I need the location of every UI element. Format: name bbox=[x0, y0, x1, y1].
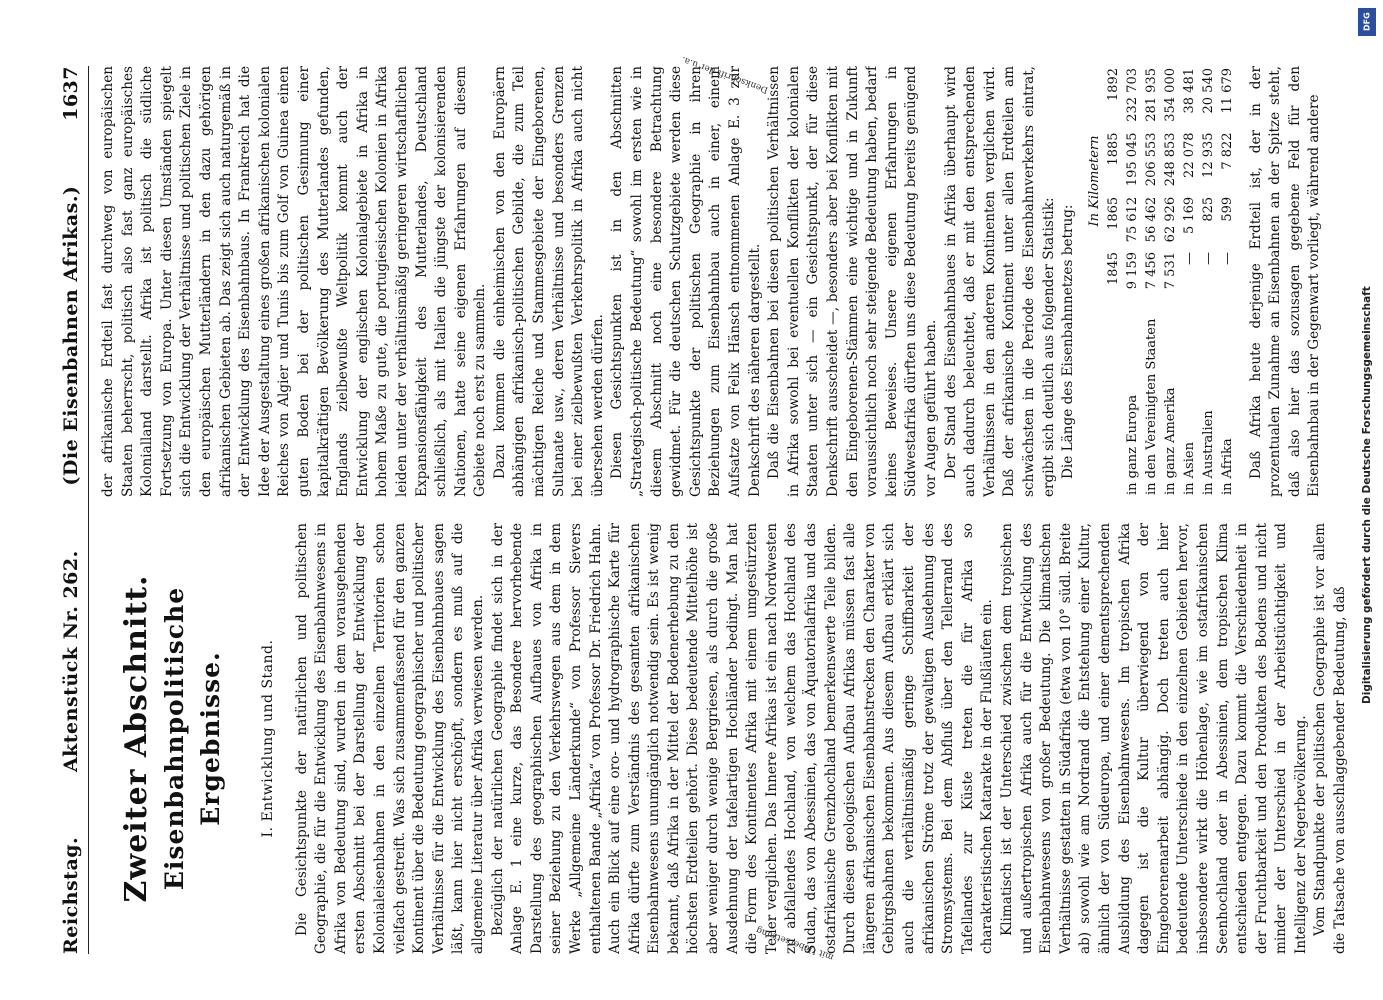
table-cell: 354 000 bbox=[1162, 68, 1178, 122]
table-cell: — bbox=[1200, 252, 1216, 265]
section-title: Zweiter Abschnitt. bbox=[119, 574, 154, 903]
table-cell: — bbox=[1181, 252, 1197, 265]
paragraph: Daß Afrika heute derjenige Erdteil ist, der in der prozentualen Zunahme an Eisenbahnen an der Spitze steht, daß also hier das sozusagen gegebene Feld für den Eisenbahnbau in der Gegenwart vorliegt, während andere bbox=[1247, 66, 1323, 497]
table-cell: 56 462 bbox=[1143, 196, 1159, 243]
paragraph: der afrikanische Erdteil fast durchweg von europäischen Staaten beherrscht, politisch also fast ganz europäisches Kolonialland darstellt. Afrika ist politisch die südliche Fortsetzung von Europa. Unter diesen Umständen spiegelt sich die Entwicklung der Verhältnisse und politischen Ziele in den europäischen Mutterländern in den dazu gehörigen afrikanischen Gebieten ab. Das zeigt sich auch naturgemäß in der Entwicklung des Eisenbahnbaus. In Frankreich hat die Idee der Ausgestaltung eines großen afrikanischen kolonialen Reiches von Algier und Tunis bis zum Golf von Guinea einen guten Boden bei der politischen Gesinnung einer kapitalkräftigen Bevölkerung des Mutterlandes gefunden, Englands zielbewußte Weltpolitik kommt auch der Entwicklung der englischen Kolonialgebiete in Afrika in hohem Maße zu gute, die portugiesischen Kolonien in Afrika leiden unter der verhältnismäßig geringeren wirtschaftlichen Expansionsfähigkeit des Mutterlandes, Deutschland schließlich, als mit Italien die jüngste der kolonisierenden Nationen, hatte seine eigenen Erfahrungen auf diesem Gebiete noch erst zu sammeln. bbox=[100, 66, 489, 497]
table-cell: 825 bbox=[1200, 196, 1216, 222]
table-row bbox=[1199, 66, 1218, 497]
table-cell: 7 456 bbox=[1143, 252, 1159, 290]
handwritten-margin-note: Denkschrift der u.a. bbox=[680, 53, 770, 95]
table-cell: 7 822 bbox=[1219, 132, 1235, 170]
paragraph: Die Gesichtspunkte der natürlichen und politischen Geographie, die für die Entwicklung des Eisenbahnwesens in Afrika von Bedeutung sind, wurden in dem vorausgehenden ersten Abschnitt bei der Darstellung der Entwicklung der Kolonialeisenbahnen in den einzelnen Territorien schon vielfach gestreift. Was sich zusammenfassend für den ganzen Kontinent über die Bedeutung geographischer und politischer Verhältnisse für die Entwicklung des Eisenbahnbaues sagen läßt, kann hier nicht erschöpft, sondern es muß auf die allgemeine Literatur über Afrika verwiesen werden. bbox=[293, 523, 486, 954]
table-cell: 11 679 bbox=[1219, 68, 1235, 114]
paragraph: Vom Standpunkte der politischen Geographie ist vor allem die Tatsache von ausschlaggebender Bedeutung, daß bbox=[1312, 523, 1349, 954]
subsection-heading: I. Entwicklung und Stand. bbox=[260, 639, 276, 838]
year-header: 1885 bbox=[1105, 132, 1121, 166]
funding-notice: Digitalisierung gefördert durch die Deutsche Forschungsgemeinschaft bbox=[1361, 286, 1373, 704]
header-document-number: Aktenstück Nr. 262. bbox=[60, 550, 82, 773]
table-unit-label: In Kilometern bbox=[1086, 135, 1102, 227]
table-cell: 206 553 bbox=[1143, 132, 1159, 187]
page-header bbox=[60, 66, 89, 954]
paragraph: Daß die Eisenbahnen bei diesen politischen Verhältnissen in Afrika sowohl bei eventuellen Konflikten der kolonialen Staaten unter sich — ein Gesichtspunkt, der für diese Denkschrift ausscheidet —, besonders aber bei Konflikten mit den Eingeborenen-Stämmen eine wichtige und in Zukunft voraussichtlich noch sehr steigende Bedeutung haben, bedarf keines Beweises. Unsere eigenen Erfahrungen in Südwestafrika dürften uns diese Bedeutung bereits genügend vor Augen geführt haben. bbox=[766, 66, 939, 497]
row-label: in ganz Europa bbox=[1124, 394, 1140, 495]
table-cell: 38 481 bbox=[1181, 68, 1197, 114]
paragraph: Dazu kommen die einheimischen von den Europäern abhängigen afrikanisch-politischen Gebilde, die zum Teil mächtigen Reiche und Stammesgebiete der Eingeborenen, Sultanate usw., deren Verhältnisse und besonders Grenzen bei einer zielbewußten Verkehrspolitik in Afrika auch nicht übersehen werden dürfen. bbox=[491, 66, 606, 497]
table-cell: 7 531 bbox=[1162, 252, 1178, 290]
table-header-row bbox=[1104, 66, 1123, 497]
table-cell: 248 853 bbox=[1162, 132, 1178, 187]
table-cell: 281 935 bbox=[1143, 68, 1159, 122]
header-left: Reichstag. bbox=[60, 836, 82, 954]
table-cell: 22 078 bbox=[1181, 132, 1197, 178]
handwritten-margin-note: mit Uebersetzung bbox=[754, 924, 836, 962]
table-row bbox=[1218, 66, 1237, 497]
row-label: in Afrika bbox=[1219, 438, 1235, 495]
table-unit-row bbox=[1085, 66, 1104, 497]
left-column bbox=[99, 523, 1349, 954]
paragraph: Der Stand des Eisenbahnbaues in Afrika überhaupt wird auch dadurch beleuchtet, daß er mit den entsprechenden Verhältnissen in den anderen Kontinenten verglichen wird. Daß der afrikanische Kontinent unter allen Erdteilen am schwächsten in die Periode des Eisenbahnverkehrs eintrat, ergibt sich deutlich aus folgender Statistik: bbox=[942, 66, 1057, 497]
table-cell: 12 935 bbox=[1200, 132, 1216, 178]
table-cell: 9 159 bbox=[1124, 252, 1140, 290]
table-cell: 62 926 bbox=[1162, 196, 1178, 243]
year-header: 1865 bbox=[1105, 196, 1121, 230]
paragraph: Klimatisch ist der Unterschied zwischen dem tropischen und außertropischen Afrika auch für die Entwicklung des Eisenbahnwesens von großer Bedeutung. Die klimatischen Verhältnisse gestatten in Südafrika (etwa von 10° südl. Breite ab) sowohl wie am Nordrand die Entstehung einer Kultur, ähnlich der von Südeuropa, und einer dementsprechenden Ausbildung des Eisenbahnwesens. Im tropischen Afrika dagegen ist die Kultur überwiegend von der Eingeborenenarbeit abhängig. Doch treten auch hier bedeutende Unterschiede in den einzelnen Gebieten hervor, insbesondere wirkt die Höhenlage, wie im ostafrikanischen Seenhochland oder in Abessinien, dem tropischen Klima entschieden entgegen. Dazu kommt die Verschiedenheit in der Fruchtbarkeit und den Produkten des Bodens und nicht minder der Unterschied in der Arbeitstüchtigkeit und Intelligenz der Negerbevölkerung. bbox=[998, 523, 1309, 954]
table-row bbox=[1180, 66, 1199, 497]
table-caption: Die Länge des Eisenbahnnetzes betrug: bbox=[1060, 204, 1077, 479]
table-cell: 5 169 bbox=[1181, 196, 1197, 235]
page-number: 1637 bbox=[60, 66, 82, 121]
funding-banner bbox=[1356, 8, 1378, 992]
table-cell: 599 bbox=[1219, 196, 1235, 222]
middle-column bbox=[99, 66, 1349, 497]
table-cell: 232 703 bbox=[1124, 68, 1140, 122]
section-subtitle: Eisenbahnpolitische Ergebnisse. bbox=[160, 586, 225, 891]
table-row bbox=[1123, 66, 1142, 497]
table-row bbox=[1142, 66, 1161, 497]
table-cell: 20 540 bbox=[1200, 68, 1216, 114]
row-label: in Australien bbox=[1200, 410, 1216, 495]
railway-length-table bbox=[1085, 66, 1237, 497]
header-topic: (Die Eisenbahnen Afrikas.) bbox=[60, 185, 82, 486]
year-header: 1892 bbox=[1105, 68, 1121, 102]
text-columns bbox=[99, 66, 1349, 954]
row-label: in Asien bbox=[1181, 442, 1197, 495]
paragraph: Bezüglich der natürlichen Geographie findet sich in der Anlage E. 1 eine kurze, das Besondere hervorhebende Darstellung des geographischen Aufbaues von Afrika in seiner Beziehung zu den Verkehrswegen aus dem in dem Werke „Allgemeine Länderkunde“ von Professor Sievers enthaltenen Bande „Afrika“ von Professor Dr. Friedrich Hahn. Auch ein Blick auf eine oro- und hydrographische Karte für Afrika dürfte zum Verständnis des gesamten afrikanischen Eisenbahnwesens unumgänglich notwendig sein. Es ist wenig bekannt, daß Afrika in der Mittel der Bodenerhebung zu den höchsten Erdteilen gehört. Diese bedeutende Mittelhöhe ist aber weniger durch wenige Bergriesen, als durch die große Ausdehnung der tafelartigen Hochländer bedingt. Man hat die Form des Kontinentes Afrika mit einem umgestürzten Teller verglichen. Das Innere Afrikas ist ein nach Nordwesten zu abfallendes Hochland, von welchem das Hochland des Sudan, das von Abessinien, das von Äquatorialafrika und das ostafrikanische Grenzhochland bemerkenswerte Teile bilden. Durch diesen geologischen Aufbau Afrikas müssen fast alle längeren afrikanischen Eisenbahnstrecken den Charakter von Gebirgsbahnen bekommen. Aus diesem Aufbau erklärt sich auch die verhältnismäßig geringe Schiffbarkeit der afrikanischen Ströme trotz der gewaltigen Ausdehnung des Stromsystems. Bei dem Abfluß über den Tellerrand des Tafellandes zur Küste treten die für Afrika so charakteristischen Katarakte in der Flußläufen ein. bbox=[489, 523, 996, 954]
year-header: 1845 bbox=[1105, 252, 1121, 286]
dfg-logo-icon: DFG bbox=[1358, 8, 1376, 36]
document-page bbox=[30, 30, 1370, 990]
table-cell: 195 045 bbox=[1124, 132, 1140, 187]
row-label: in den Vereinigten Staaten bbox=[1143, 318, 1159, 495]
paragraph: Diesen Gesichtspunkten ist in den Abschnitten „Strategisch-politische Bedeutung“ sowohl im ersten wie in diesem Abschnitt noch eine besondere Betrachtung gewidmet. Für die deutschen Schutzgebiete werden diese Gesichtspunkte der politischen Geographie in ihren Beziehungen zum Eisenbahnbau auch in einer, einem Aufsatze von Felix Hänsch entnommenen Anlage E. 3 zur Denkschrift des näheren dargestellt. bbox=[609, 66, 763, 497]
row-label: in ganz Amerika bbox=[1162, 387, 1178, 495]
table-cell: 75 612 bbox=[1124, 196, 1140, 243]
table-cell: — bbox=[1219, 252, 1235, 265]
table-row bbox=[1161, 66, 1180, 497]
